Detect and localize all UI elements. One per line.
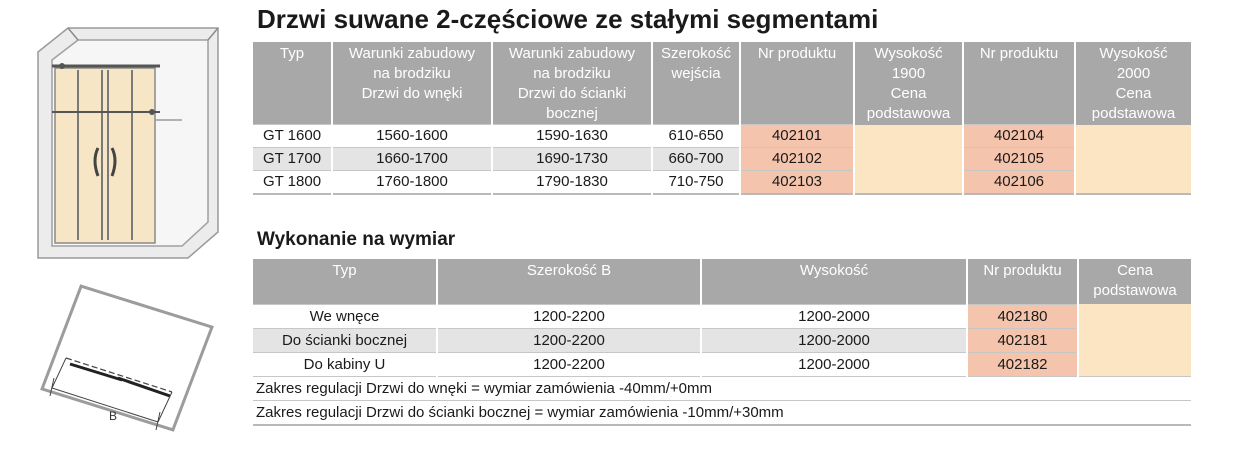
cell-cena-1900	[854, 125, 963, 195]
header-typ	[253, 259, 437, 304]
cell-nr-produktu: 402105	[963, 148, 1075, 171]
header-nr-produktu	[967, 259, 1078, 304]
cell-szerokosc: 1200-2200	[437, 328, 701, 352]
note-text: Zakres regulacji Drzwi do ścianki bocznej = wymiar zamówienia -10mm/+30mm	[253, 400, 1191, 425]
header-line: Cena	[1117, 262, 1153, 279]
header-line: Szerokość	[660, 45, 732, 62]
cell-nr-produktu: 402182	[967, 352, 1078, 376]
cell-nr-produktu: 402180	[967, 304, 1078, 328]
cell-szerokosc: 610-650	[652, 125, 740, 148]
table-row	[253, 148, 1191, 171]
dimension-label: B	[109, 409, 118, 423]
header-line: Cena	[1115, 85, 1152, 102]
header-wysokosc	[701, 259, 967, 304]
header-typ	[253, 42, 332, 125]
table-row	[253, 328, 1191, 352]
cell-szerokosc: 660-700	[652, 148, 740, 171]
header-line: na brodziku	[533, 65, 611, 82]
cell-cena	[1078, 304, 1191, 376]
header-line: podstawowa	[866, 105, 951, 122]
header-line: 1900	[891, 65, 926, 82]
cell-scianka: 1590-1630	[492, 125, 652, 148]
header-line: Warunki zabudowy	[348, 45, 476, 62]
header-line: Nr produktu	[757, 45, 837, 62]
note-text: Zakres regulacji Drzwi do wnęki = wymiar zamówienia -40mm/+0mm	[253, 376, 1191, 400]
cell-wneka: 1660-1700	[332, 148, 492, 171]
header-szerokosc-wejscia	[652, 42, 740, 125]
header-line: Cena	[890, 85, 927, 102]
cell-cena-2000	[1075, 125, 1191, 195]
header-line: 2000	[1116, 65, 1151, 82]
cell-wysokosc: 1200-2000	[701, 328, 967, 352]
header-line: Wysokość	[874, 45, 943, 62]
cell-typ: GT 1700	[253, 148, 332, 171]
custom-size-table	[253, 259, 1191, 426]
header-line: Typ	[279, 45, 305, 62]
cell-typ: GT 1800	[253, 171, 332, 195]
table-row	[253, 304, 1191, 328]
table-row	[253, 125, 1191, 148]
header-line: Warunki zabudowy	[508, 45, 636, 62]
cell-nr-produktu: 402181	[967, 328, 1078, 352]
sliding-door-table	[253, 42, 1191, 195]
header-line: na brodziku	[373, 65, 451, 82]
table-header-row	[253, 259, 1191, 304]
note-row	[253, 376, 1191, 400]
header-warunki-wneka	[332, 42, 492, 125]
header-line: wejścia	[671, 65, 721, 82]
cell-typ: Do kabiny U	[253, 352, 437, 376]
cell-wysokosc: 1200-2000	[701, 304, 967, 328]
header-line: Nr produktu	[983, 262, 1062, 279]
header-line: podstawowa	[1091, 105, 1176, 122]
header-cena-2000	[1075, 42, 1191, 125]
cell-szerokosc: 1200-2200	[437, 352, 701, 376]
cell-typ: We wnęce	[253, 304, 437, 328]
header-line: bocznej	[546, 105, 598, 122]
header-nr-produktu-1900	[740, 42, 854, 125]
cell-szerokosc: 1200-2200	[437, 304, 701, 328]
header-szerokosc-b	[437, 259, 701, 304]
cell-szerokosc: 710-750	[652, 171, 740, 195]
table-row	[253, 171, 1191, 195]
header-line: podstawowa	[1093, 282, 1177, 299]
cell-wysokosc: 1200-2000	[701, 352, 967, 376]
header-line: Drzwi do wnęki	[361, 85, 463, 102]
page-title: Drzwi suwane 2-częściowe ze stałymi segmentami	[257, 4, 879, 34]
header-line: Nr produktu	[979, 45, 1059, 62]
cell-nr-produktu: 402102	[740, 148, 854, 171]
header-nr-produktu-2000	[963, 42, 1075, 125]
header-line: Drzwi do ścianki	[517, 85, 627, 102]
cell-nr-produktu: 402104	[963, 125, 1075, 148]
header-line: Wysokość	[799, 262, 869, 279]
cell-scianka: 1790-1830	[492, 171, 652, 195]
header-cena-podstawowa	[1078, 259, 1191, 304]
header-cena-1900	[854, 42, 963, 125]
cell-typ: GT 1600	[253, 125, 332, 148]
cell-wneka: 1560-1600	[332, 125, 492, 148]
cell-nr-produktu: 402101	[740, 125, 854, 148]
header-line: Typ	[332, 262, 357, 279]
cell-nr-produktu: 402106	[963, 171, 1075, 195]
shower-3d-drawing	[38, 28, 218, 258]
table-row	[253, 352, 1191, 376]
cell-typ: Do ścianki bocznej	[253, 328, 437, 352]
section-title: Wykonanie na wymiar	[257, 229, 456, 250]
cell-scianka: 1690-1730	[492, 148, 652, 171]
shower-plan-drawing	[44, 288, 210, 430]
cell-wneka: 1760-1800	[332, 171, 492, 195]
header-line: Szerokość B	[526, 262, 612, 279]
cell-nr-produktu: 402103	[740, 171, 854, 195]
header-warunki-scianka	[492, 42, 652, 125]
header-line: Wysokość	[1099, 45, 1168, 62]
note-row	[253, 400, 1191, 425]
shower-illustrations	[0, 0, 250, 470]
table-header-row	[253, 42, 1191, 125]
